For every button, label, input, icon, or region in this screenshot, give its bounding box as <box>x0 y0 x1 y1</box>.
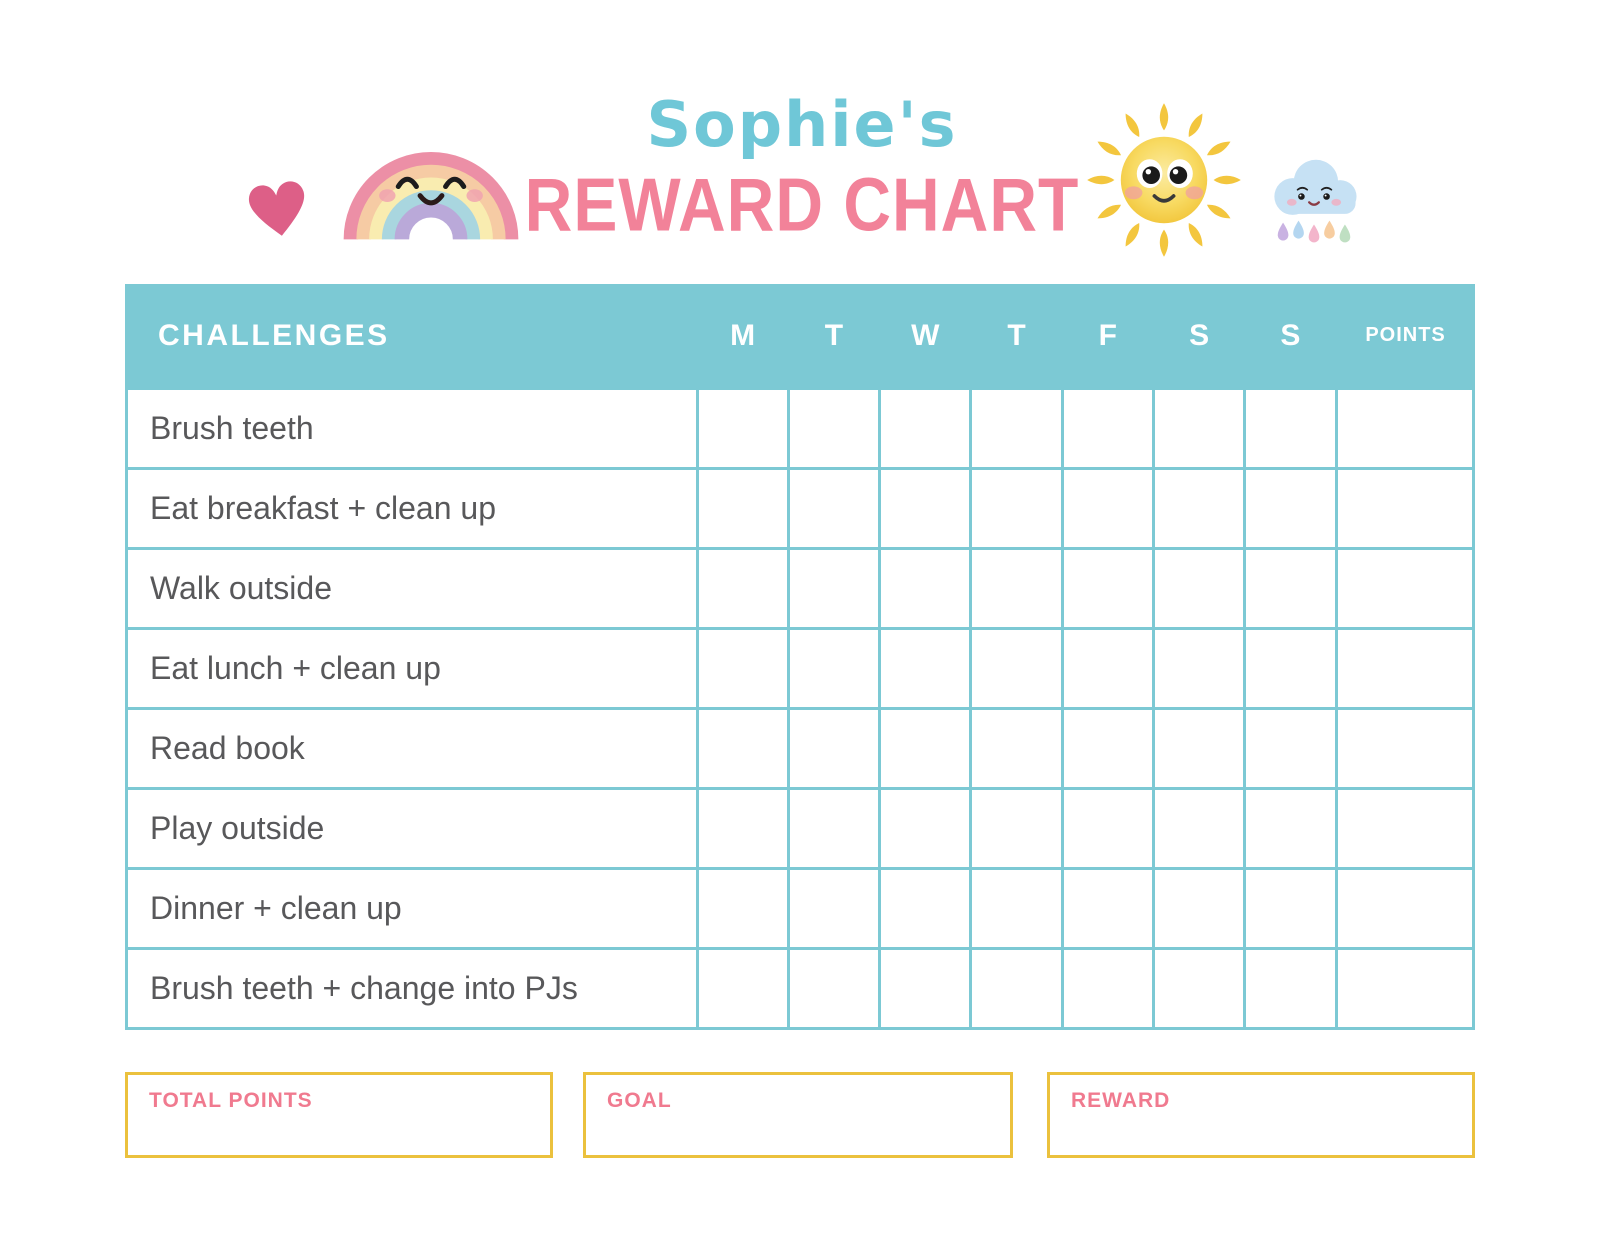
points-cell[interactable] <box>1338 630 1472 707</box>
column-header-thursday: T <box>1007 318 1026 352</box>
day-cell[interactable] <box>1155 950 1243 1027</box>
column-header-points: POINTS <box>1365 324 1446 346</box>
day-cell[interactable] <box>972 790 1060 867</box>
goal-label: GOAL <box>607 1089 672 1112</box>
column-header-sunday: S <box>1280 318 1301 352</box>
day-cell[interactable] <box>790 710 878 787</box>
day-cell[interactable] <box>1246 630 1334 707</box>
day-cell[interactable] <box>790 390 878 467</box>
day-cell[interactable] <box>1064 470 1152 547</box>
page-title: REWARD CHART <box>524 162 1080 247</box>
points-cell[interactable] <box>1338 470 1472 547</box>
points-cell[interactable] <box>1338 710 1472 787</box>
day-cell[interactable] <box>790 950 878 1027</box>
day-cell[interactable] <box>1064 870 1152 947</box>
day-cell[interactable] <box>1064 550 1152 627</box>
day-cell[interactable] <box>1155 870 1243 947</box>
day-cell[interactable] <box>790 550 878 627</box>
challenge-label: Brush teeth + change into PJs <box>128 950 696 1027</box>
total-points-box[interactable] <box>125 1072 553 1158</box>
total-points-label: TOTAL POINTS <box>149 1089 313 1112</box>
day-cell[interactable] <box>972 470 1060 547</box>
day-cell[interactable] <box>881 390 969 467</box>
day-cell[interactable] <box>1155 550 1243 627</box>
day-cell[interactable] <box>699 710 787 787</box>
column-header-challenges: CHALLENGES <box>158 318 390 352</box>
day-cell[interactable] <box>699 630 787 707</box>
day-cell[interactable] <box>1155 390 1243 467</box>
day-cell[interactable] <box>1246 710 1334 787</box>
challenge-label: Eat lunch + clean up <box>128 630 696 707</box>
points-cell[interactable] <box>1338 390 1472 467</box>
day-cell[interactable] <box>1064 710 1152 787</box>
day-cell[interactable] <box>1246 470 1334 547</box>
day-cell[interactable] <box>699 550 787 627</box>
day-cell[interactable] <box>972 710 1060 787</box>
rain-cloud-icon <box>1256 146 1372 248</box>
day-cell[interactable] <box>1064 390 1152 467</box>
column-header-monday: M <box>730 318 756 352</box>
challenge-label: Eat breakfast + clean up <box>128 470 696 547</box>
points-cell[interactable] <box>1338 870 1472 947</box>
day-cell[interactable] <box>1246 950 1334 1027</box>
chart-title-block <box>402 88 1202 247</box>
day-cell[interactable] <box>881 950 969 1027</box>
day-cell[interactable] <box>972 950 1060 1027</box>
reward-table <box>125 284 1475 1030</box>
day-cell[interactable] <box>699 870 787 947</box>
column-header-wednesday: W <box>911 318 940 352</box>
day-cell[interactable] <box>972 550 1060 627</box>
kid-name: Sophie's <box>646 88 958 161</box>
day-cell[interactable] <box>699 470 787 547</box>
day-cell[interactable] <box>1155 470 1243 547</box>
points-cell[interactable] <box>1338 550 1472 627</box>
day-cell[interactable] <box>1246 870 1334 947</box>
table-header-row <box>125 284 1475 387</box>
day-cell[interactable] <box>1155 790 1243 867</box>
challenge-label: Walk outside <box>128 550 696 627</box>
challenge-label: Dinner + clean up <box>128 870 696 947</box>
day-cell[interactable] <box>1064 790 1152 867</box>
reward-label: REWARD <box>1071 1089 1171 1112</box>
day-cell[interactable] <box>1246 390 1334 467</box>
points-cell[interactable] <box>1338 950 1472 1027</box>
day-cell[interactable] <box>881 630 969 707</box>
table-body <box>125 387 1475 1030</box>
day-cell[interactable] <box>972 390 1060 467</box>
day-cell[interactable] <box>1155 630 1243 707</box>
day-cell[interactable] <box>881 470 969 547</box>
day-cell[interactable] <box>881 870 969 947</box>
challenge-label: Read book <box>128 710 696 787</box>
day-cell[interactable] <box>1064 630 1152 707</box>
day-cell[interactable] <box>1155 710 1243 787</box>
day-cell[interactable] <box>699 950 787 1027</box>
reward-box[interactable] <box>1047 1072 1475 1158</box>
challenge-label: Play outside <box>128 790 696 867</box>
day-cell[interactable] <box>881 710 969 787</box>
column-header-saturday: S <box>1189 318 1210 352</box>
day-cell[interactable] <box>699 790 787 867</box>
day-cell[interactable] <box>790 630 878 707</box>
day-cell[interactable] <box>1246 550 1334 627</box>
heart-icon <box>238 164 318 253</box>
day-cell[interactable] <box>790 870 878 947</box>
day-cell[interactable] <box>972 870 1060 947</box>
column-header-tuesday: T <box>824 318 844 352</box>
day-cell[interactable] <box>790 470 878 547</box>
day-cell[interactable] <box>790 790 878 867</box>
day-cell[interactable] <box>881 550 969 627</box>
day-cell[interactable] <box>1246 790 1334 867</box>
goal-box[interactable] <box>583 1072 1013 1158</box>
points-cell[interactable] <box>1338 790 1472 867</box>
day-cell[interactable] <box>881 790 969 867</box>
day-cell[interactable] <box>699 390 787 467</box>
challenge-label: Brush teeth <box>128 390 696 467</box>
day-cell[interactable] <box>1064 950 1152 1027</box>
column-header-friday: F <box>1098 318 1117 352</box>
day-cell[interactable] <box>972 630 1060 707</box>
